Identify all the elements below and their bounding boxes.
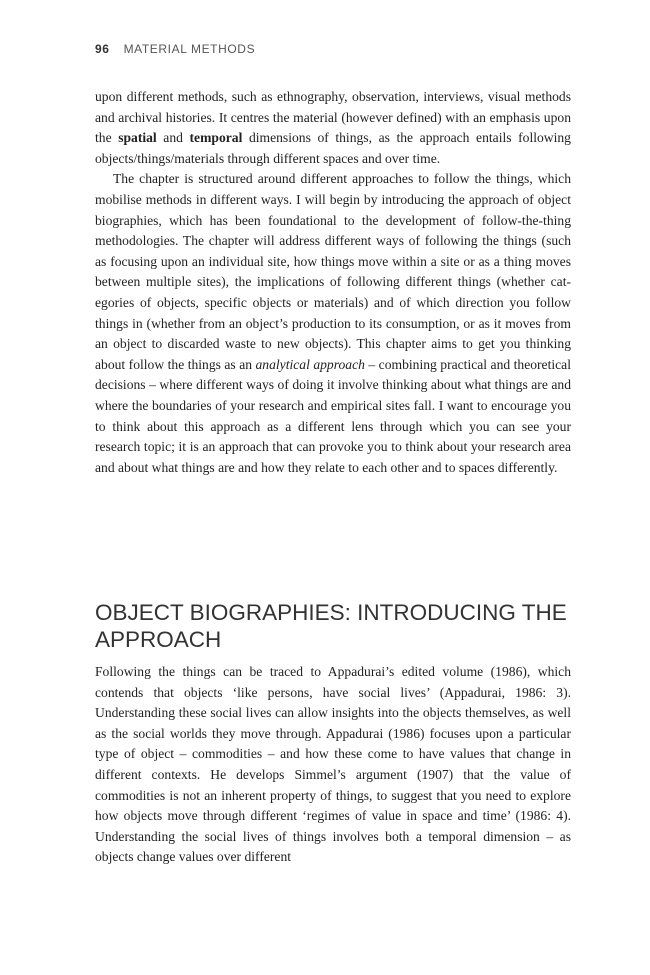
body-text-top <box>95 87 571 478</box>
paragraph-3: Following the things can be traced to Appadurai’s edited volume (1986), which contends that objects ‘like persons, have social lives’ (Appadurai, 1986: 3). Understanding these social lives can allow insights into the objects themselves, as well as the social worlds they move through. Appadurai (1986) focuses upon a particular type of object – commodities – and how these come to have values that change in different contexts. He develops Simmel’s argument (1907) that the value of commodities is not an inherent property of things, to suggest that you need to explore how objects move through different ‘regimes of value in space and time’ (1986: 4). Understanding the social lives of things involves both a temporal dimension – as objects change values over different <box>95 664 571 865</box>
bold-term-spatial: spatial <box>118 130 157 146</box>
italic-term-analytical-approach: analytical approach <box>255 356 365 372</box>
page-number: 96 <box>95 42 110 56</box>
body-text-bottom <box>95 662 571 868</box>
running-header <box>95 42 255 56</box>
paragraph-1: upon different methods, such as ethnography, observation, interviews, visual methods and archival histories. It centres the material (however defined) with an emphasis upon the spatial and temporal dimensions of things, as the approach entails following objects/things/materials through different spaces and over time. <box>95 89 571 166</box>
bold-term-temporal: temporal <box>189 130 243 146</box>
running-title: MATERIAL METHODS <box>123 42 256 56</box>
section-heading: OBJECT BIOGRAPHIES: INTRODUCING THE APPROACH <box>95 600 567 652</box>
paragraph-2: The chapter is structured around different approaches to follow the things, which mobilise methods in different ways. I will begin by introducing the approach of object biographies, which has been foundational to the development of follow-the-thing methodologies. The chapter will address different ways of following the things (such as focusing upon an individual site, how things move within a site or as a thing moves between multiple sites), the implications of following different things (whether categories of objects, specific objects or materials) and of which direction you follow things in (whether from an object’s production to its consumption, or as it moves from an object to discarded waste to new objects). This chapter aims to get you thinking about follow the things as an analytical approach – combining practical and theoretical decisions – where different ways of doing it involve thinking about what things are and where the boundaries of your research and empirical sites fall. I want to encourage you to think about this approach as a different lens through which you can see your research topic; it is an approach that can provoke you to think about your research area and about what things are and how they relate to each other and to spaces differently. <box>95 171 571 475</box>
